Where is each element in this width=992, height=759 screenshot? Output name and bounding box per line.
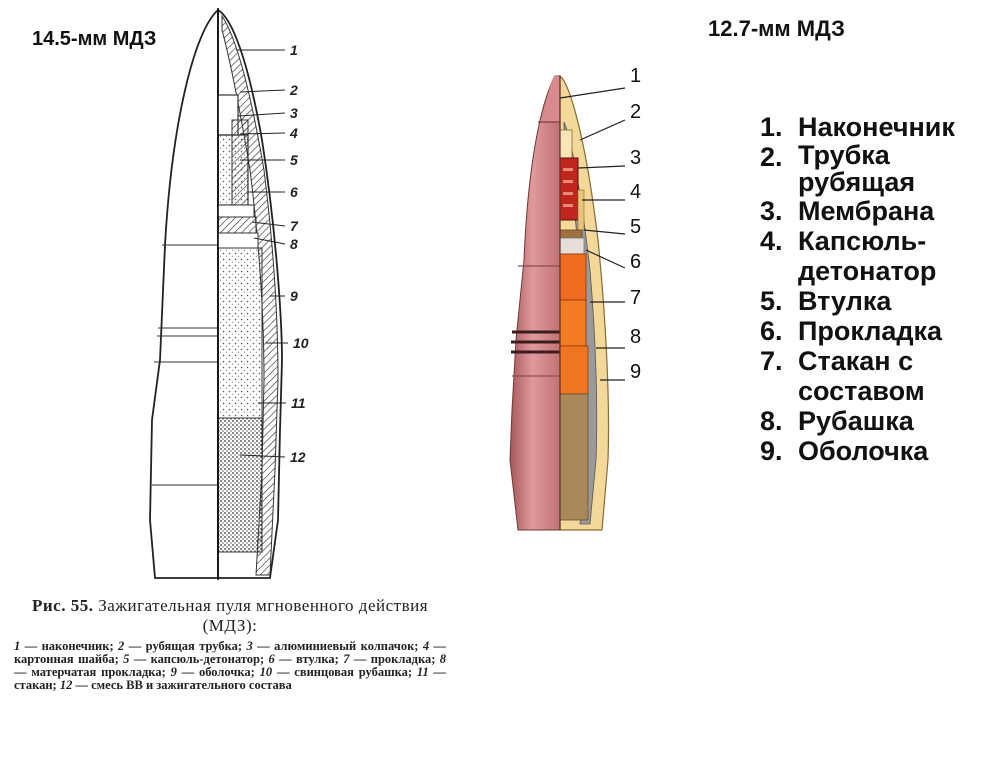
legend-item-6: 6. Прокладка [760, 316, 943, 346]
left-bullet-drawing [0, 0, 380, 590]
left-label-1: 1 [290, 42, 298, 58]
right-bullet-outline [510, 76, 560, 530]
legend-item-1: 1. Наконечник [760, 112, 955, 142]
legend-item-4: 4. Капсюль-детонатор [760, 226, 937, 286]
caption-title-text: Зажигательная пуля мгновенного действия (МДЗ): [98, 596, 429, 635]
right-label-6: 6 [630, 251, 642, 273]
left-label-3: 3 [290, 105, 298, 121]
right-label-3: 3 [630, 147, 642, 169]
left-label-12: 12 [290, 449, 306, 465]
caption-fig-number: Рис. 55. [31, 596, 94, 615]
caption-title [14, 596, 446, 636]
legend-item-7: 7. Стакан с составом [760, 346, 925, 406]
right-label-4: 4 [630, 181, 642, 203]
figure-caption [14, 596, 446, 692]
left-label-8: 8 [290, 236, 298, 252]
left-label-7: 7 [290, 218, 298, 234]
right-label-9: 9 [630, 361, 642, 383]
right-label-5: 5 [630, 216, 642, 238]
left-label-6: 6 [290, 184, 298, 200]
left-title: 14.5-мм МДЗ [32, 28, 157, 50]
legend-item-9: 9. Оболочка [760, 436, 929, 466]
legend-item-3: 3. Мембрана [760, 196, 935, 226]
legend-item-2: 2. Трубка рубящая [760, 140, 916, 197]
caption-items: 1 — наконечник; 2 — рубящая трубка; 3 — алюминиевый колпачок; 4 — картонная шайба; 5 — капсюль-детонатор; 6 — втулка; 7 — прокладка; 8 — матерчатая прокладка; 9 — оболочка; 10 — свинцовая рубашка; 11 — стакан; 12 — смесь ВВ и зажигательного состава [14, 639, 447, 692]
left-number-labels [289, 42, 309, 465]
left-bullet-outline [150, 10, 218, 578]
left-label-9: 9 [290, 288, 298, 304]
left-label-10: 10 [293, 335, 309, 351]
right-title: 12.7-мм МДЗ [708, 16, 845, 41]
right-legend [760, 112, 978, 466]
legend-item-5: 5. Втулка [760, 286, 892, 316]
legend-item-8: 8. Рубашка [760, 406, 914, 436]
right-label-2: 2 [630, 101, 642, 123]
left-label-11: 11 [291, 395, 306, 411]
right-bullet-drawing [490, 40, 710, 600]
right-label-7: 7 [630, 287, 642, 309]
left-label-5: 5 [290, 152, 298, 168]
right-label-8: 8 [630, 326, 642, 348]
right-label-1: 1 [630, 65, 642, 87]
right-number-labels [630, 65, 641, 383]
left-label-4: 4 [290, 125, 298, 141]
left-label-2: 2 [290, 82, 298, 98]
